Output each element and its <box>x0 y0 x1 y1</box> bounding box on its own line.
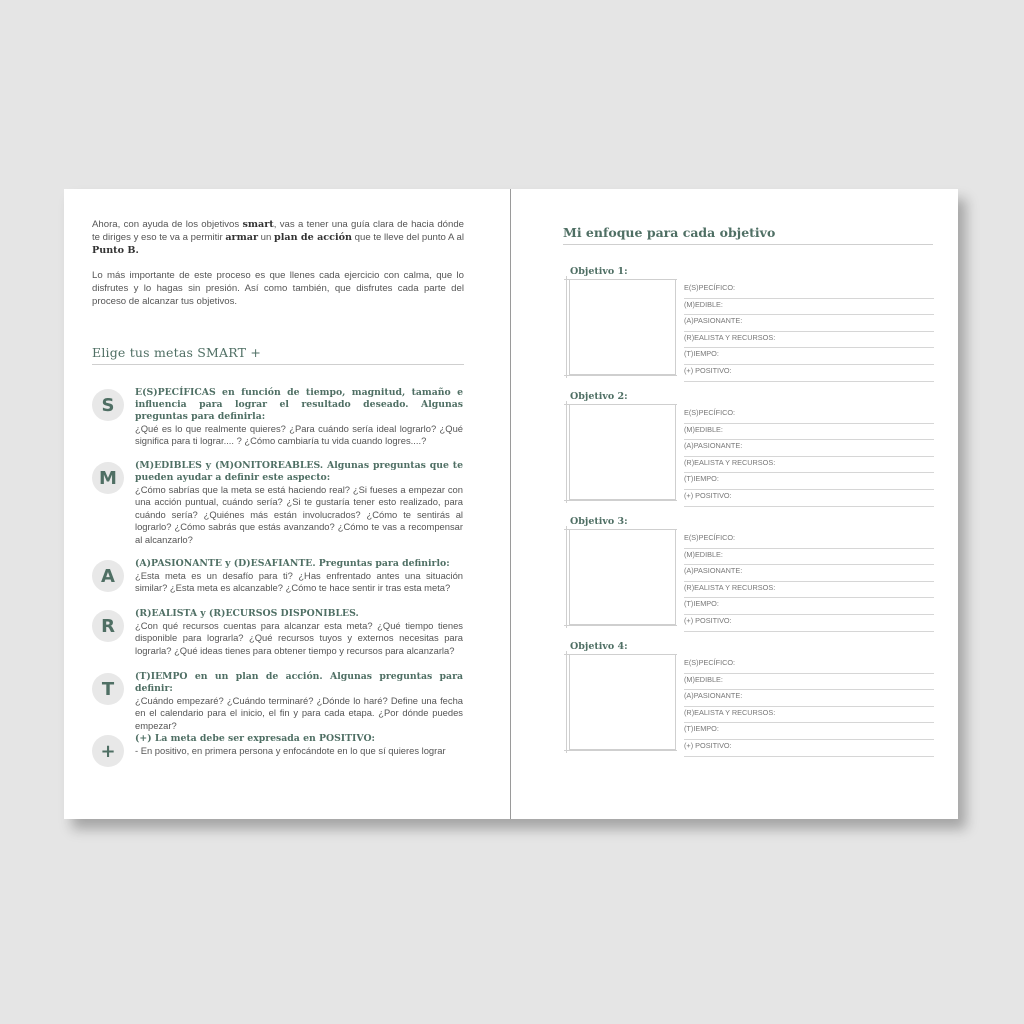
field-medible[interactable]: (M)EDIBLE: <box>684 549 934 566</box>
intro-bold-punto-b: Punto B. <box>92 244 139 256</box>
intro-paragraph-2: Lo más importante de este proceso es que llenes cada ejercicio con calma, que lo disfrutes y lo hagas sin presión. Así como también, que disfrutes cada parte del proceso de alcanzar tus objetivos. <box>92 270 464 307</box>
crop-line <box>566 401 567 503</box>
plus-circle-icon: + <box>92 735 124 767</box>
intro-text-run: un <box>258 231 275 243</box>
intro-text-run: Ahora, con ayuda de los objetivos <box>92 219 243 230</box>
letter-a-circle: A <box>92 560 124 592</box>
objective-block-4 <box>564 641 934 756</box>
crop-line <box>564 625 677 626</box>
intro-text-run: que te lleve del punto A al <box>352 231 465 243</box>
smart-item-heading: (R)EALISTA y (R)ECURSOS DISPONIBLES. <box>135 608 359 619</box>
crop-line <box>566 276 567 378</box>
field-apasionante[interactable]: (A)PASIONANTE: <box>684 315 934 332</box>
objective-block-3 <box>564 516 934 631</box>
smart-section-title: Elige tus metas SMART + <box>92 345 464 365</box>
objective-block-2 <box>564 391 934 506</box>
intro-text-run: , vas a tener una guía clara de hacia dónde te diriges y eso te va a permitir <box>92 219 465 243</box>
smart-item-heading: (A)PASIONANTE y (D)ESAFIANTE. Preguntas para definirlo: <box>135 558 450 569</box>
field-especifico[interactable]: E(S)PECÍFICO: <box>684 657 934 674</box>
letter-m-circle: M <box>92 462 124 494</box>
field-apasionante[interactable]: (A)PASIONANTE: <box>684 440 934 457</box>
objective-notes-box[interactable] <box>569 404 676 500</box>
smart-item-heading: (+) La meta debe ser expresada en POSITIVO: <box>135 733 375 744</box>
objective-fields <box>684 282 934 382</box>
field-tiempo[interactable]: (T)IEMPO: <box>684 723 934 740</box>
field-apasionante[interactable]: (A)PASIONANTE: <box>684 690 934 707</box>
intro-bold-armar: armar <box>225 231 259 243</box>
crop-line <box>566 651 567 753</box>
smart-item-heading: (T)IEMPO en un plan de acción. Algunas preguntas para definir: <box>135 671 463 694</box>
field-medible[interactable]: (M)EDIBLE: <box>684 424 934 441</box>
objective-fields <box>684 407 934 507</box>
field-tiempo[interactable]: (T)IEMPO: <box>684 473 934 490</box>
smart-item-heading: E(S)PECÍFICAS en función de tiempo, magnitud, tamaño e influencia para lograr el resultado deseado. Algunas preguntas para definirla: <box>135 387 463 422</box>
smart-item-body: ¿Esta meta es un desafío para ti? ¿Has enfrentado antes una situación similar? ¿Esta meta es alcanzable? ¿Cómo te hace sentir ir tras esta meta? <box>135 570 463 594</box>
crop-line <box>564 750 677 751</box>
smart-item-body: ¿Con qué recursos cuentas para alcanzar esta meta? ¿Qué tiempo tienes disponible para lograrla? ¿Qué recursos tuyos y externos necesitas para lograrla? ¿Qué ideas tienes para obtener tiempo y recursos para alcanzarla? <box>135 620 463 656</box>
field-especifico[interactable]: E(S)PECÍFICO: <box>684 532 934 549</box>
field-especifico[interactable]: E(S)PECÍFICO: <box>684 282 934 299</box>
field-realista[interactable]: (R)EALISTA Y RECURSOS: <box>684 582 934 599</box>
objective-block-1 <box>564 266 934 381</box>
intro-text <box>92 219 464 322</box>
field-tiempo[interactable]: (T)IEMPO: <box>684 348 934 365</box>
field-tiempo[interactable]: (T)IEMPO: <box>684 598 934 615</box>
letter-r-circle: R <box>92 610 124 642</box>
field-medible[interactable]: (M)EDIBLE: <box>684 299 934 316</box>
field-positivo[interactable]: (+) POSITIVO: <box>684 490 934 507</box>
objective-label: Objetivo 2: <box>570 391 628 402</box>
field-medible[interactable]: (M)EDIBLE: <box>684 674 934 691</box>
smart-item-body: ¿Cuándo empezaré? ¿Cuándo terminaré? ¿Dónde lo haré? Define una fecha en el calendario para el inicio, el fin y para cada etapa. ¿Por dónde puedes empezar? <box>135 695 463 731</box>
field-apasionante[interactable]: (A)PASIONANTE: <box>684 565 934 582</box>
objective-label: Objetivo 4: <box>570 641 628 652</box>
letter-s-circle: S <box>92 389 124 421</box>
objective-notes-box[interactable] <box>569 279 676 375</box>
objectives-page-title: Mi enfoque para cada objetivo <box>563 225 933 245</box>
field-positivo[interactable]: (+) POSITIVO: <box>684 365 934 382</box>
left-page <box>64 189 511 819</box>
intro-bold-smart: smart <box>242 219 274 230</box>
field-positivo[interactable]: (+) POSITIVO: <box>684 740 934 757</box>
intro-paragraph-1 <box>92 219 464 257</box>
objective-label: Objetivo 1: <box>570 266 628 277</box>
objective-fields <box>684 657 934 757</box>
objective-label: Objetivo 3: <box>570 516 628 527</box>
right-page <box>511 189 958 819</box>
field-positivo[interactable]: (+) POSITIVO: <box>684 615 934 632</box>
field-realista[interactable]: (R)EALISTA Y RECURSOS: <box>684 457 934 474</box>
field-realista[interactable]: (R)EALISTA Y RECURSOS: <box>684 332 934 349</box>
smart-item-heading: (M)EDIBLES y (M)ONITOREABLES. Algunas preguntas que te pueden ayudar a definir este aspecto: <box>135 460 463 483</box>
intro-bold-plan: plan de acción <box>274 231 352 243</box>
letter-t-circle: T <box>92 673 124 705</box>
objective-fields <box>684 532 934 632</box>
smart-item-body: ¿Qué es lo que realmente quieres? ¿Para cuándo sería ideal lograrlo? ¿Qué significa para ti lograr.... ? ¿Cómo cambiaría tu vida cuando logres....? <box>135 423 463 447</box>
crop-line <box>564 375 677 376</box>
smart-item-body: - En positivo, en primera persona y enfocándote en lo que sí quieres lograr <box>135 745 446 756</box>
book-spread <box>64 189 958 819</box>
field-realista[interactable]: (R)EALISTA Y RECURSOS: <box>684 707 934 724</box>
smart-item-body: ¿Cómo sabrías que la meta se está haciendo real? ¿Si fueses a empezar con una acción puntual, cuándo sería? ¿Si te gustaría tener esto realizado, para cuándo sería? ¿Quiénes más están involucrados? ¿Cómo te sentirás al lograrlo? ¿Cómo sabrás que estás avanzando? ¿Cómo te vas a recompensar al alcanzarlo? <box>135 484 463 545</box>
objective-notes-box[interactable] <box>569 654 676 750</box>
crop-line <box>566 526 567 628</box>
field-especifico[interactable]: E(S)PECÍFICO: <box>684 407 934 424</box>
objective-notes-box[interactable] <box>569 529 676 625</box>
crop-line <box>564 500 677 501</box>
